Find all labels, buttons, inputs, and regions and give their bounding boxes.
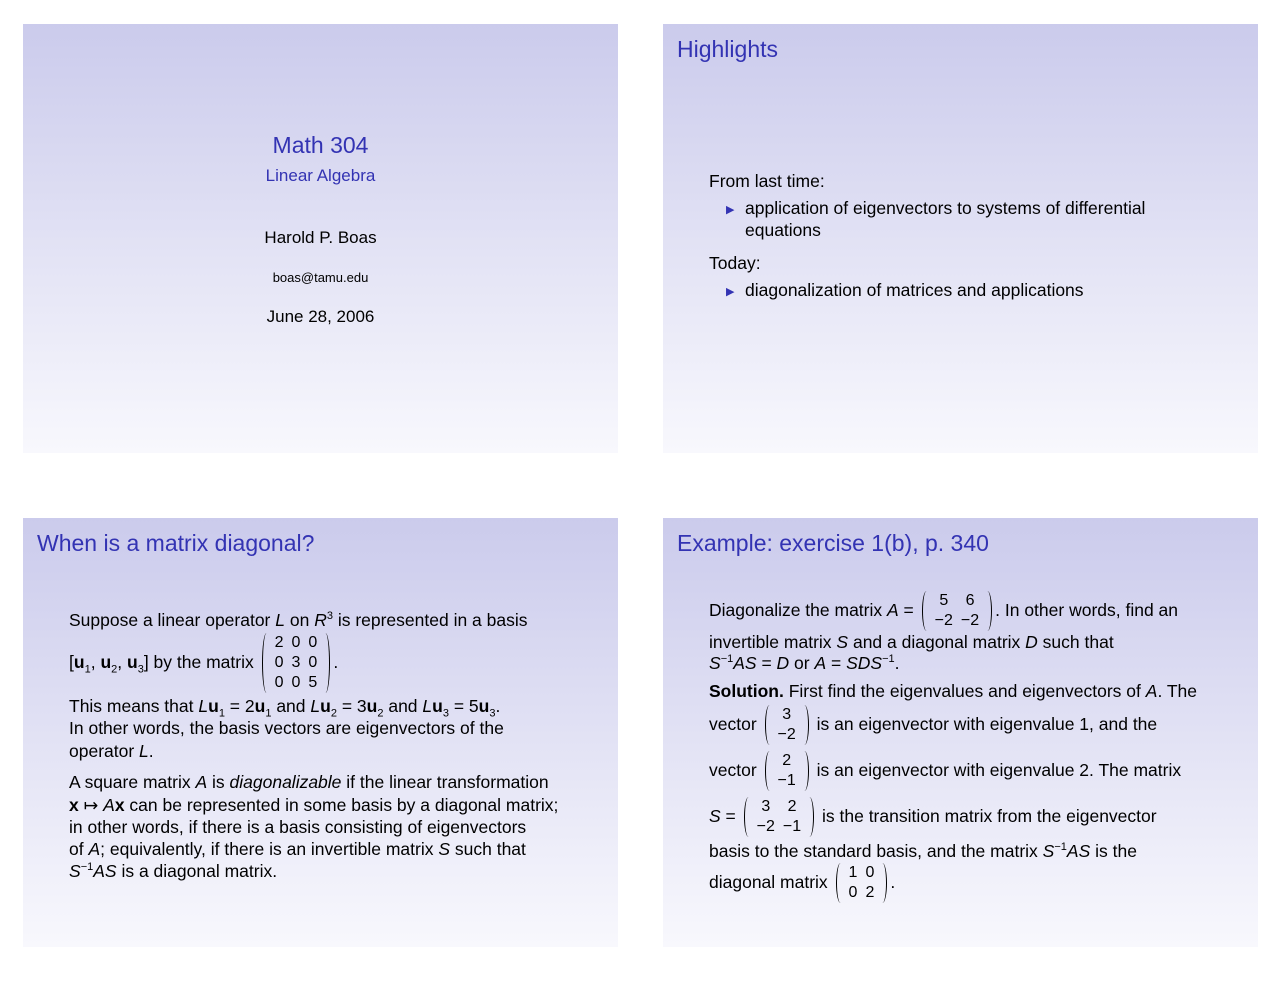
paragraph-line: [$u_1$, $u_2$, $u_3$] by the matrix 2 0 0 0 3 0 0 0 5 . [69, 634, 339, 692]
title-slide [23, 24, 618, 453]
slide-title: Highlights [677, 36, 778, 62]
paragraph-line: Solution. First find the eigenvalues and eigenvectors of A. The [709, 681, 1198, 701]
bullet-triangle-icon: ▶ [726, 286, 735, 298]
author: Harold P. Boas [264, 228, 377, 247]
bullet-item-continued: equations [745, 220, 821, 240]
matrix: 2 0 0 0 3 0 0 0 5 [262, 633, 331, 693]
paragraph-line: In other words, the basis vectors are eigenvectors of the [69, 718, 504, 738]
paragraph-line: $S^{-1}AS = D$ or $A = SDS^{-1}$. [709, 653, 900, 673]
diagonal-slide [23, 518, 618, 947]
from-last-time-label: From last time: [709, 171, 825, 191]
paragraph-line: Suppose a linear operator L on $R^3$ is represented in a basis [69, 610, 528, 630]
date: June 28, 2006 [266, 307, 375, 326]
paragraph-line: Diagonalize the matrix A = 5 6 −2 −2 . In other words, find an [709, 592, 1179, 630]
paragraph-line: $S^{-1}AS$ is a diagonal matrix. [69, 861, 278, 881]
paragraph-line: This means that $Lu_1 = 2u_1$ and $Lu_2 = 3u_2$ and $Lu_3 = 5u_3$. [69, 696, 501, 720]
vector: 2 −1 [765, 751, 809, 791]
email: boas@tamu.edu [272, 270, 369, 285]
paragraph-line: in other words, if there is a basis consisting of eigenvectors [69, 817, 527, 837]
highlights-slide [663, 24, 1258, 453]
matrix: 1 0 0 2 [836, 863, 888, 903]
paragraph-line: diagonal matrix 1 0 0 2 . [709, 864, 896, 902]
today-label: Today: [709, 253, 761, 273]
paragraph-line: basis to the standard basis, and the matrix $S^{-1}AS$ is the [709, 841, 1137, 861]
paragraph-line: vector 2 −1 is an eigenvector with eigenvalue 2. The matrix [709, 752, 1182, 790]
paragraph-line: operator L. [69, 741, 154, 761]
paragraph-line: S = 3 2 −2 −1 is the transition matrix from the eigenvector [709, 798, 1157, 836]
slide-title: Example: exercise 1(b), p. 340 [677, 530, 989, 556]
vector: 3 −2 [765, 705, 809, 745]
matrix: 3 2 −2 −1 [744, 797, 815, 837]
deck-subtitle: Linear Algebra [265, 166, 376, 185]
bullet-item: application of eigenvectors to systems of differential [745, 198, 1146, 218]
paragraph-line: x ↦ Ax can be represented in some basis by a diagonal matrix; [69, 795, 559, 815]
paragraph-line: of A; equivalently, if there is an invertible matrix S such that [69, 839, 526, 859]
paragraph-line: invertible matrix S and a diagonal matrix D such that [709, 632, 1114, 652]
paragraph-line: vector 3 −2 is an eigenvector with eigenvalue 1, and the [709, 706, 1158, 744]
paragraph-line: A square matrix A is diagonalizable if the linear transformation [69, 772, 549, 792]
slide-title: When is a matrix diagonal? [37, 530, 315, 556]
bullet-triangle-icon: ▶ [726, 204, 735, 216]
deck-title: Math 304 [272, 132, 369, 158]
matrix: 5 6 −2 −2 [922, 591, 993, 631]
example-slide [663, 518, 1258, 947]
bullet-item: diagonalization of matrices and applications [745, 280, 1084, 300]
